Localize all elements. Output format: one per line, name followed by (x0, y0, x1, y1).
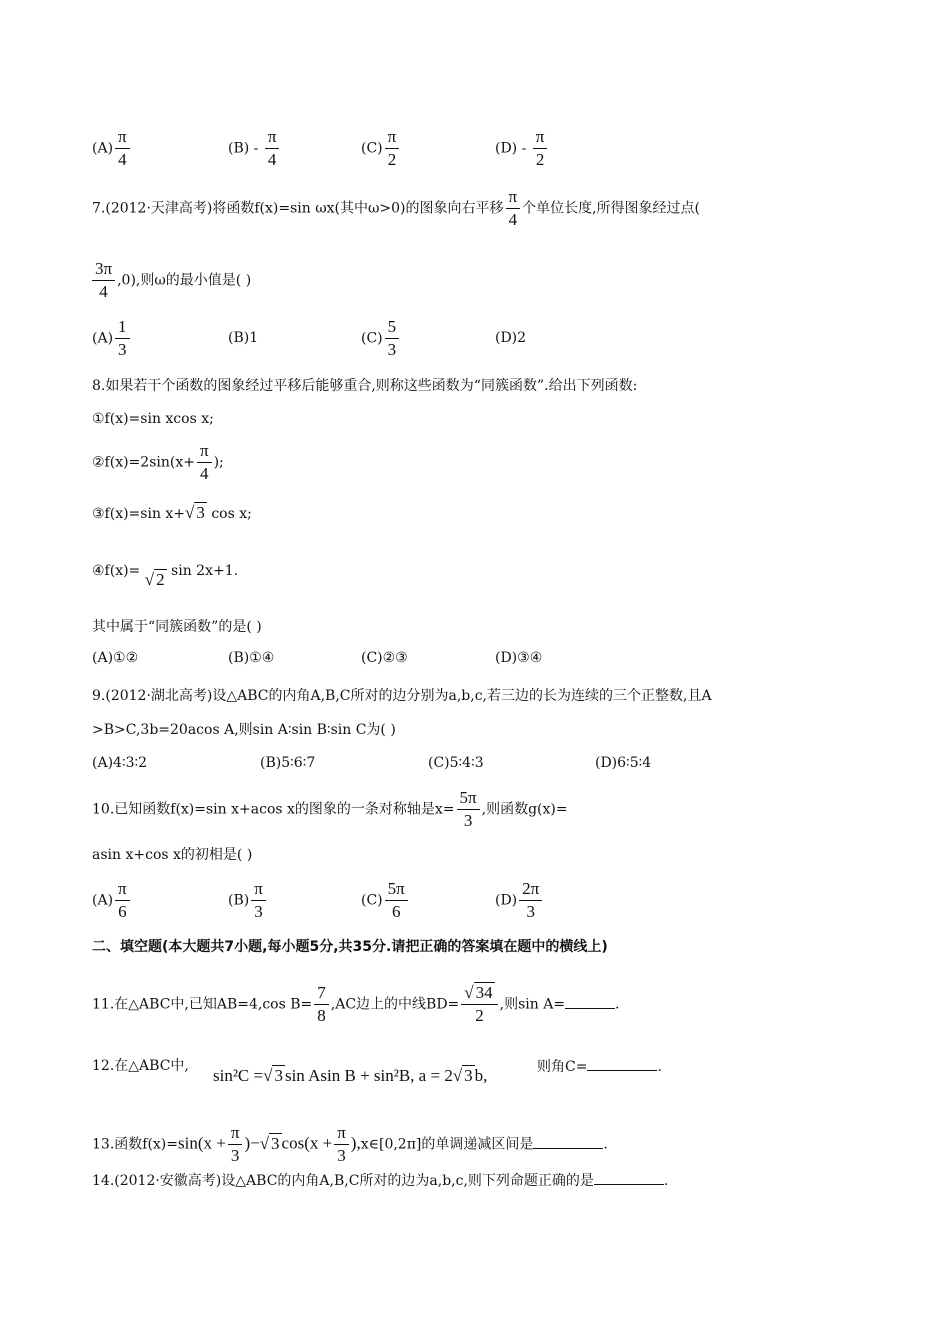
minus-sign: - (253, 140, 259, 157)
q6-option-b (228, 126, 281, 171)
radicand: 3 (274, 1066, 283, 1085)
numerator: π (334, 1122, 349, 1145)
minus-sign: - (521, 140, 527, 157)
fraction (519, 878, 542, 923)
formula-text: sin Asin B + sin²B, a = 2 (284, 1066, 453, 1085)
option-label: (D) (495, 140, 518, 157)
q9-option-b: (B)5∶6∶7 (260, 755, 316, 771)
formula-text: cos(x + (281, 1133, 333, 1153)
radicand: 34 (475, 983, 493, 1002)
square-root: √ 3 (263, 1066, 283, 1085)
numerator: 5π (457, 787, 480, 810)
numerator: π (251, 878, 266, 901)
fraction (314, 982, 329, 1027)
denominator: 6 (118, 902, 127, 921)
numerator: π (506, 186, 521, 209)
fraction (461, 982, 497, 1027)
square-root: √ 3 (452, 1066, 473, 1085)
fraction (115, 316, 130, 361)
option-label: (C) (361, 892, 383, 909)
q13-text: 13.函数f(x)= (92, 1136, 178, 1153)
q10-stem-line2: asin x+cos x的初相是( ) (92, 847, 253, 863)
q7-stem-cont (92, 258, 251, 303)
q13-text: . (603, 1136, 608, 1153)
q6-option-d (495, 126, 549, 171)
numerator: π (228, 1122, 243, 1145)
denominator: 3 (118, 340, 127, 359)
fraction (506, 186, 521, 231)
numerator: π (197, 440, 212, 463)
q8-stem: 8.如果若干个函数的图象经过平移后能够重合,则称这些函数为“同簇函数”.给出下列函数: (92, 378, 638, 394)
q12-tail (537, 1056, 662, 1076)
denominator: 3 (387, 340, 397, 359)
fraction (457, 787, 480, 832)
q11-stem (92, 982, 620, 1027)
fraction (385, 316, 400, 361)
numerator: π (533, 126, 548, 149)
denominator: 4 (99, 282, 108, 301)
option-label: (B) (228, 892, 250, 909)
q8-function-4 (92, 560, 239, 589)
square-root: √ 34 (464, 983, 493, 1002)
fraction (115, 126, 130, 171)
fraction (115, 878, 130, 923)
denominator: 3 (337, 1146, 346, 1165)
formula-text: )− (244, 1133, 260, 1153)
q7-option-c (361, 316, 401, 361)
answer-blank[interactable] (594, 1170, 664, 1185)
q8-option-d: (D)③④ (495, 650, 543, 666)
square-root: √ 3 (185, 503, 205, 522)
fraction (228, 1122, 243, 1167)
q10-text: 10.已知函数f(x)=sin x+acos x的图象的一条对称轴是x= (92, 801, 455, 818)
formula-text: sin(x + (178, 1133, 226, 1153)
function-text: ③f(x)=sin x+ (92, 506, 186, 522)
q8-function-2 (92, 440, 224, 485)
fraction (334, 1122, 349, 1167)
radicand: 2 (156, 570, 165, 589)
function-text: sin 2x+1. (171, 563, 239, 579)
q11-text: . (615, 996, 620, 1013)
q14-stem (92, 1170, 668, 1191)
q10-option-a (92, 878, 132, 923)
function-text: ②f(x)=2sin(x+ (92, 454, 195, 471)
q6-option-a (92, 126, 132, 171)
fraction (385, 126, 400, 171)
q8-option-b: (B)①④ (228, 650, 275, 666)
q14-text: 14.(2012·安徽高考)设△ABC的内角A,B,C所对的边为a,b,c,则下列命题正确的是 (92, 1173, 594, 1189)
q11-text: ,AC边上的中线BD= (330, 996, 460, 1013)
numerator: 7 (314, 982, 329, 1005)
radicand: 3 (271, 1133, 280, 1153)
section-heading: 二、填空题(本大题共7小题,每小题5分,共35分.请把正确的答案填在题中的横线上) (92, 939, 608, 955)
q9-stem-line2: >B>C,3b=20acos A,则sin A∶sin B∶sin C为( ) (92, 722, 396, 738)
q7-option-d: (D)2 (495, 330, 527, 346)
fraction (385, 878, 408, 923)
formula-text: b, (474, 1066, 488, 1085)
q6-option-c (361, 126, 401, 171)
numerator: 2π (519, 878, 542, 901)
q14-text: . (663, 1173, 669, 1189)
q7-option-a (92, 316, 132, 361)
numerator: π (385, 126, 400, 149)
q12-text: 则角C= (537, 1059, 588, 1075)
numerator: 5 (385, 316, 400, 339)
option-label: (B) (228, 140, 250, 157)
denominator: 4 (508, 210, 518, 229)
function-text: cos x; (211, 506, 252, 522)
q11-text: ,则sin A= (499, 996, 566, 1013)
square-root: √ 2 (144, 570, 165, 589)
q8-option-a: (A)①② (92, 650, 139, 666)
q12-text: . (657, 1059, 662, 1075)
option-label: (A) (92, 892, 114, 909)
numerator: 3π (92, 258, 115, 281)
option-label: (C) (361, 140, 383, 157)
fraction (251, 878, 266, 923)
q9-stem-line1: 9.(2012·湖北高考)设△ABC的内角A,B,C所对的边分别为a,b,c,若三边的长为连续的三个正整数,且A (92, 688, 712, 704)
answer-blank[interactable] (587, 1056, 657, 1071)
function-text: ④f(x)= (92, 563, 141, 579)
denominator: 6 (391, 902, 401, 921)
q10-text: ,则函数g(x)= (481, 801, 568, 818)
option-label: (D) (495, 892, 518, 909)
q10-option-c (361, 878, 410, 923)
fraction (533, 126, 548, 171)
q9-option-a: (A)4∶3∶2 (92, 755, 148, 771)
option-label: (A) (92, 140, 114, 157)
denominator: 3 (463, 811, 473, 830)
numerator: π (115, 126, 130, 149)
radicand: 3 (196, 503, 205, 522)
denominator: 3 (254, 902, 263, 921)
denominator: 4 (267, 150, 277, 169)
q13-text: x∈[0,2π]的单调递减区间是 (360, 1136, 534, 1153)
denominator: 3 (526, 902, 535, 921)
answer-blank[interactable] (565, 994, 615, 1009)
q7-option-b: (B)1 (228, 330, 259, 346)
q10-option-d (495, 878, 544, 923)
q12-text: 12.在△ABC中, (92, 1058, 189, 1074)
q8-question: 其中属于“同簇函数”的是( ) (92, 619, 262, 635)
numerator: 5π (385, 878, 408, 901)
fraction (92, 258, 115, 303)
formula-text: ), (350, 1133, 361, 1153)
q8-function-3 (92, 503, 252, 524)
q9-option-c: (C)5∶4∶3 (428, 755, 484, 771)
formula-text: sin²C = (213, 1066, 264, 1085)
option-label: (C) (361, 330, 383, 347)
denominator: 8 (317, 1006, 326, 1025)
denominator: 4 (200, 464, 209, 483)
denominator: 4 (118, 150, 127, 169)
q12-formula (213, 1066, 487, 1086)
q9-option-d: (D)6∶5∶4 (595, 755, 652, 771)
q8-function-1: ①f(x)=sin xcos x; (92, 411, 214, 427)
q7-text: 7.(2012·天津高考)将函数f(x)=sin ωx(其中ω>0)的图象向右平移 (92, 200, 504, 217)
denominator: 2 (535, 150, 545, 169)
q7-text: 个单位长度,所得图象经过点( (522, 200, 701, 217)
denominator: 2 (387, 150, 397, 169)
q7-text: ,0),则ω的最小值是( ) (117, 272, 252, 289)
q7-stem (92, 186, 700, 231)
q10-stem (92, 787, 568, 832)
q8-option-c: (C)②③ (361, 650, 408, 666)
q11-text: 11.在△ABC中,已知AB=4,cos B= (92, 996, 313, 1013)
square-root: √ 3 (259, 1133, 280, 1153)
option-label: (A) (92, 330, 114, 347)
radicand: 3 (464, 1066, 473, 1085)
q12-stem (92, 1056, 189, 1076)
fraction (197, 440, 212, 485)
function-text: ); (213, 454, 224, 471)
numerator: 1 (115, 316, 130, 339)
q13-stem (92, 1122, 608, 1167)
fraction (265, 126, 280, 171)
denominator: 3 (230, 1146, 240, 1165)
q10-option-b (228, 878, 268, 923)
answer-blank[interactable] (533, 1134, 603, 1149)
numerator: π (115, 878, 130, 901)
denominator: 2 (475, 1006, 484, 1025)
numerator: π (265, 126, 280, 149)
